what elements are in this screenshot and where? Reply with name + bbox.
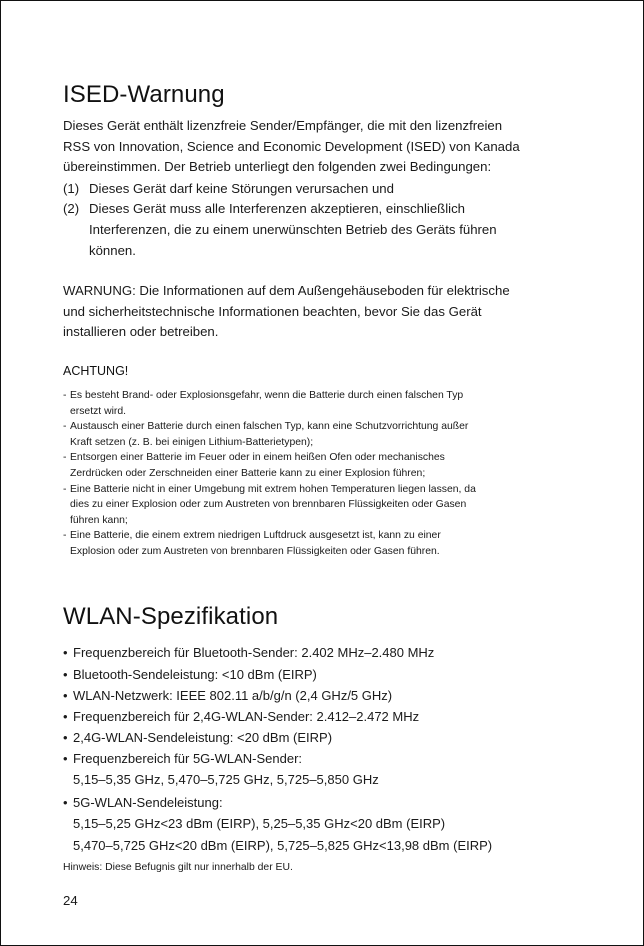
wlan-spec-line: Bluetooth-Sendeleistung: <10 dBm (EIRP) [73,666,317,682]
bullet-icon: • [63,687,68,703]
achtung-line: Zerdrücken oder Zerschneiden einer Batterie kann zu einer Explosion führen; [70,467,426,479]
warning-line: WARNUNG: Die Informationen auf dem Außengehäuseboden für elektrische [63,283,510,299]
wlan-spec-list [63,642,559,857]
achtung-item [63,528,559,559]
condition-text [89,199,559,261]
condition-number: (2) [63,201,80,217]
wlan-spec-line: Frequenzbereich für 5G-WLAN-Sender: [73,750,303,766]
condition-line: können. [89,242,136,258]
wlan-spec-line: Frequenzbereich für Bluetooth-Sender: 2.402 MHz–2.480 MHz [73,645,435,661]
wlan-heading: WLAN-Spezifikation [63,603,279,631]
ised-intro-line: RSS von Innovation, Science and Economic Development (ISED) von Kanada [63,138,520,154]
ised-intro [63,116,559,178]
warning-paragraph [63,281,559,343]
wlan-spec-item [63,792,559,858]
achtung-line: dies zu einer Explosion oder zum Austreten von brennbaren Flüssigkeiten oder Gasen [70,499,467,511]
ised-condition-2 [63,199,559,261]
dash-marker: - [63,389,67,401]
bullet-icon: • [63,645,68,661]
achtung-line: Eine Batterie nicht in einer Umgebung mit extrem hohen Temperaturen liegen lassen, da [70,483,476,495]
ised-intro-line: Dieses Gerät enthält lizenzfreie Sender/Empfänger, die mit den lizenzfreien [63,118,503,133]
page-content [63,81,559,876]
page-number: 24 [63,893,78,908]
bullet-icon: • [63,708,68,724]
achtung-line: Es besteht Brand- oder Explosionsgefahr, wenn die Batterie durch einen falschen Typ [70,389,464,401]
ised-conditions-list [63,179,559,261]
condition-text [89,179,559,200]
ised-condition-1 [63,179,559,200]
wlan-spec-item [63,642,559,663]
wlan-spec-item [63,706,559,727]
achtung-item [63,482,559,529]
dash-marker: - [63,452,67,464]
wlan-spec-text [73,685,559,706]
bullet-icon: • [63,729,68,745]
ised-intro-line: übereinstimmen. Der Betrieb unterliegt den folgenden zwei Bedingungen: [63,159,492,175]
condition-line: Dieses Gerät darf keine Störungen verursachen und [89,180,394,196]
achtung-item [63,450,559,481]
wlan-spec-line: WLAN-Netzwerk: IEEE 802.11 a/b/g/n (2,4 GHz/5 GHz) [73,687,393,703]
achtung-line: führen kann; [70,514,128,526]
condition-line: Interferenzen, die zu einem unerwünschten Betrieb des Geräts führen [89,221,497,237]
achtung-line: Eine Batterie, die einem extrem niedrigen Luftdruck ausgesetzt ist, kann zu einer [70,530,441,542]
achtung-line: Entsorgen einer Batterie im Feuer oder in einem heißen Ofen oder mechanisches [70,452,445,464]
wlan-spec-text [73,664,559,685]
wlan-spec-text [73,727,559,748]
dash-marker: - [63,530,67,542]
wlan-spec-text [73,706,559,727]
achtung-title: ACHTUNG! [63,363,129,378]
achtung-item-text [70,482,559,529]
wlan-spec-item [63,664,559,685]
warning-line: und sicherheitstechnische Informationen beachten, bevor Sie das Gerät [63,303,482,319]
condition-line: Dieses Gerät muss alle Interferenzen akzeptieren, einschließlich [89,201,466,217]
achtung-item-text [70,419,559,450]
bullet-icon: • [63,750,68,766]
achtung-item-text [70,388,559,419]
wlan-spec-item [63,748,559,792]
wlan-spec-line: 5,15–5,35 GHz, 5,470–5,725 GHz, 5,725–5,850 GHz [73,772,379,788]
wlan-spec-item [63,727,559,748]
bullet-icon: • [63,666,68,682]
wlan-spec-text [73,792,559,858]
eu-note: Hinweis: Diese Befugnis gilt nur innerhalb der EU. [63,861,293,873]
wlan-spec-text [73,748,559,792]
achtung-item-text [70,450,559,481]
warning-line: installieren oder betreiben. [63,324,219,340]
achtung-line: ersetzt wird. [70,405,127,417]
achtung-list [63,388,559,560]
wlan-spec-text [73,642,559,663]
wlan-spec-line: Frequenzbereich für 2,4G-WLAN-Sender: 2.412–2.472 MHz [73,708,420,724]
ised-heading: ISED-Warnung [63,81,225,108]
wlan-spec-line: 5G-WLAN-Sendeleistung: [73,794,223,810]
achtung-line: Explosion oder zum Austreten von brennbaren Flüssigkeiten oder Gasen führen. [70,545,440,557]
achtung-item-text [70,528,559,559]
dash-marker: - [63,483,67,495]
wlan-spec-line: 5,15–5,25 GHz<23 dBm (EIRP), 5,25–5,35 GHz<20 dBm (EIRP) [73,815,446,831]
condition-number: (1) [63,180,80,196]
achtung-line: Austausch einer Batterie durch einen falschen Typ, kann eine Schutzvorrichtung außer [70,421,469,433]
achtung-item [63,388,559,419]
bullet-icon: • [63,794,68,810]
wlan-spec-item [63,685,559,706]
dash-marker: - [63,421,67,433]
achtung-item [63,419,559,450]
wlan-spec-line: 5,470–5,725 GHz<20 dBm (EIRP), 5,725–5,825 GHz<13,98 dBm (EIRP) [73,838,493,854]
achtung-line: Kraft setzen (z. B. bei einigen Lithium-Batterietypen); [70,436,314,448]
wlan-spec-line: 2,4G-WLAN-Sendeleistung: <20 dBm (EIRP) [73,729,333,745]
